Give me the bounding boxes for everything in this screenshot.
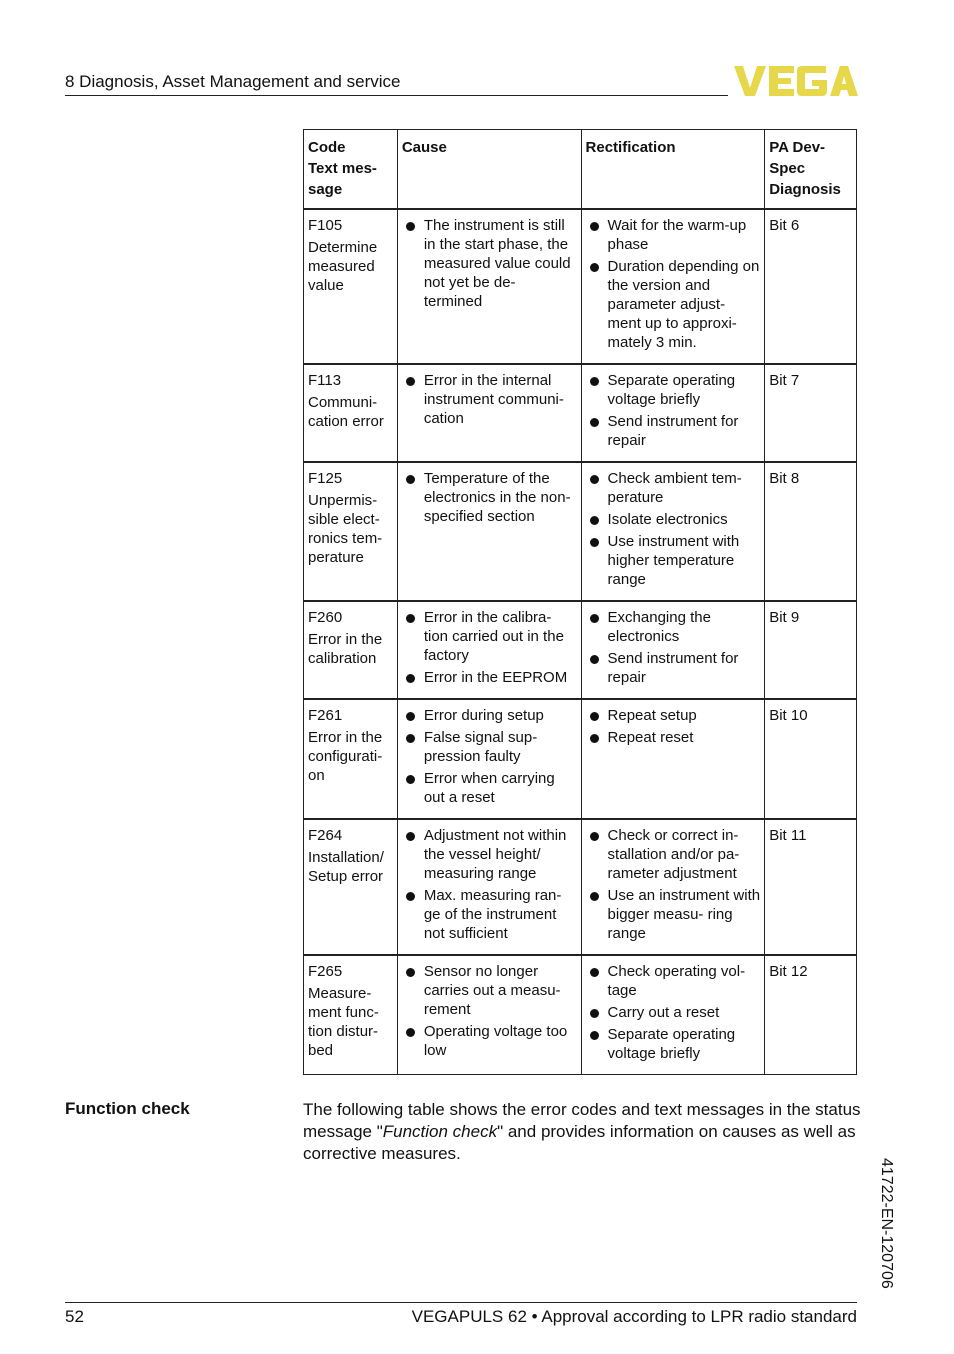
footer-rule [65, 1302, 857, 1303]
para-text-before: The following table shows the error codes and text messages in the status message " [303, 1100, 861, 1141]
cell-pa-diagnosis: Bit 8 [765, 462, 857, 601]
error-code: F265 [308, 963, 343, 980]
cell-rectification [581, 699, 765, 819]
error-code: F260 [308, 609, 343, 626]
cell-code [304, 955, 398, 1075]
header-rule [65, 95, 728, 96]
error-code: F105 [308, 217, 343, 234]
cause-item: Error in the internal instrument communi- cation [402, 371, 577, 428]
table-row [304, 462, 857, 601]
error-text-message: Unpermis- sible elect- ronics tem- perature [308, 492, 383, 566]
cause-item: Temperature of the electronics in the non-specified section [402, 469, 577, 526]
cell-pa-diagnosis: Bit 10 [765, 699, 857, 819]
function-check-label: Function check [65, 1099, 190, 1118]
error-text-message: Communi- cation error [308, 394, 384, 430]
rectification-item: Separate operating voltage briefly [586, 371, 761, 409]
error-text-message: Installation/ Setup error [308, 849, 384, 885]
cell-pa-diagnosis: Bit 7 [765, 364, 857, 462]
error-code: F125 [308, 470, 343, 487]
col-header-code: Code Text mes- sage [304, 130, 398, 210]
cell-rectification-list [586, 216, 761, 352]
cell-cause-list [402, 216, 577, 311]
error-text-message: Error in the configurati- on [308, 729, 383, 784]
cell-pa-diagnosis: Bit 9 [765, 601, 857, 699]
cell-rectification-list [586, 826, 761, 943]
cell-code [304, 209, 398, 364]
table-row [304, 601, 857, 699]
cell-rectification [581, 955, 765, 1075]
error-text-message: Determine measured value [308, 239, 378, 294]
cell-cause-list [402, 608, 577, 687]
col-header-pa-diagnosis: PA Dev- Spec Diagnosis [765, 130, 857, 210]
cell-cause-list [402, 706, 577, 807]
cell-pa-diagnosis: Bit 12 [765, 955, 857, 1075]
cell-code [304, 462, 398, 601]
footer-title: VEGAPULS 62 • Approval according to LPR radio standard [411, 1307, 857, 1326]
cell-code [304, 601, 398, 699]
cause-item: Error in the calibra- tion carried out in the factory [402, 608, 577, 665]
cause-item: Sensor no longer carries out a measu- rement [402, 962, 577, 1019]
para-text-after: " and provides information on causes as well as corrective measures. [303, 1122, 856, 1163]
cell-cause [397, 955, 581, 1075]
error-text-message: Error in the calibration [308, 631, 383, 667]
table-row [304, 209, 857, 364]
cell-pa-diagnosis: Bit 11 [765, 819, 857, 955]
cell-cause-list [402, 962, 577, 1060]
rectification-item: Check operating vol- tage [586, 962, 761, 1000]
table-row [304, 819, 857, 955]
rectification-item: Use an instrument with bigger measu- ring range [586, 886, 761, 943]
rectification-item: Exchanging the electronics [586, 608, 761, 646]
cell-rectification [581, 462, 765, 601]
cell-rectification [581, 209, 765, 364]
table-row [304, 699, 857, 819]
table-row [304, 955, 857, 1075]
error-code: F113 [308, 372, 342, 389]
error-code: F261 [308, 707, 343, 724]
cell-code [304, 364, 398, 462]
cell-cause-list [402, 469, 577, 526]
cell-rectification-list [586, 608, 761, 687]
cell-cause [397, 699, 581, 819]
page-number: 52 [65, 1307, 84, 1326]
para-text-emphasis: Function check [382, 1122, 498, 1141]
cell-rectification-list [586, 469, 761, 589]
rectification-item: Wait for the warm-up phase [586, 216, 761, 254]
rectification-item: Check ambient tem- perature [586, 469, 761, 507]
rectification-item: Repeat reset [586, 728, 761, 747]
cause-item: Adjustment not within the vessel height/ measuring range [402, 826, 577, 883]
cell-cause [397, 209, 581, 364]
rectification-item: Separate operating voltage briefly [586, 1025, 761, 1063]
cause-item: Max. measuring ran- ge of the instrument not sufficient [402, 886, 577, 943]
cell-rectification [581, 364, 765, 462]
document-code: 41722-EN-120706 [878, 1158, 895, 1289]
cell-code [304, 699, 398, 819]
rectification-item: Duration depending on the version and parameter adjust- ment up to approxi- mately 3 min. [586, 257, 761, 352]
cell-cause-list [402, 371, 577, 428]
cell-cause [397, 364, 581, 462]
cause-item: Error during setup [402, 706, 577, 725]
error-code: F264 [308, 827, 343, 844]
table-row [304, 364, 857, 462]
section-title: 8 Diagnosis, Asset Management and service [65, 72, 401, 91]
rectification-item: Repeat setup [586, 706, 761, 725]
table-header-row [304, 130, 857, 210]
cause-item: Error when carrying out a reset [402, 769, 577, 807]
cell-cause-list [402, 826, 577, 943]
cell-code [304, 819, 398, 955]
cause-item: Operating voltage too low [402, 1022, 577, 1060]
error-text-message: Measure- ment func- tion distur- bed [308, 985, 379, 1059]
rectification-item: Check or correct in- stallation and/or pa- rameter adjustment [586, 826, 761, 883]
function-check-paragraph [303, 1099, 863, 1165]
vega-logo [734, 64, 858, 98]
rectification-item: Isolate electronics [586, 510, 761, 529]
cell-cause [397, 819, 581, 955]
cell-cause [397, 601, 581, 699]
cell-rectification-list [586, 962, 761, 1063]
rectification-item: Send instrument for repair [586, 649, 761, 687]
rectification-item: Carry out a reset [586, 1003, 761, 1022]
cell-rectification-list [586, 371, 761, 450]
cell-pa-diagnosis: Bit 6 [765, 209, 857, 364]
cause-item: False signal sup- pression faulty [402, 728, 577, 766]
cell-rectification-list [586, 706, 761, 747]
cell-cause [397, 462, 581, 601]
cell-rectification [581, 819, 765, 955]
cause-item: Error in the EEPROM [402, 668, 577, 687]
rectification-item: Send instrument for repair [586, 412, 761, 450]
rectification-item: Use instrument with higher temperature range [586, 532, 761, 589]
diagnosis-table [303, 129, 857, 1075]
cause-item: The instrument is still in the start phase, the measured value could not yet be de- termined [402, 216, 577, 311]
col-header-cause: Cause [397, 130, 581, 210]
col-header-rectification: Rectification [581, 130, 765, 210]
cell-rectification [581, 601, 765, 699]
